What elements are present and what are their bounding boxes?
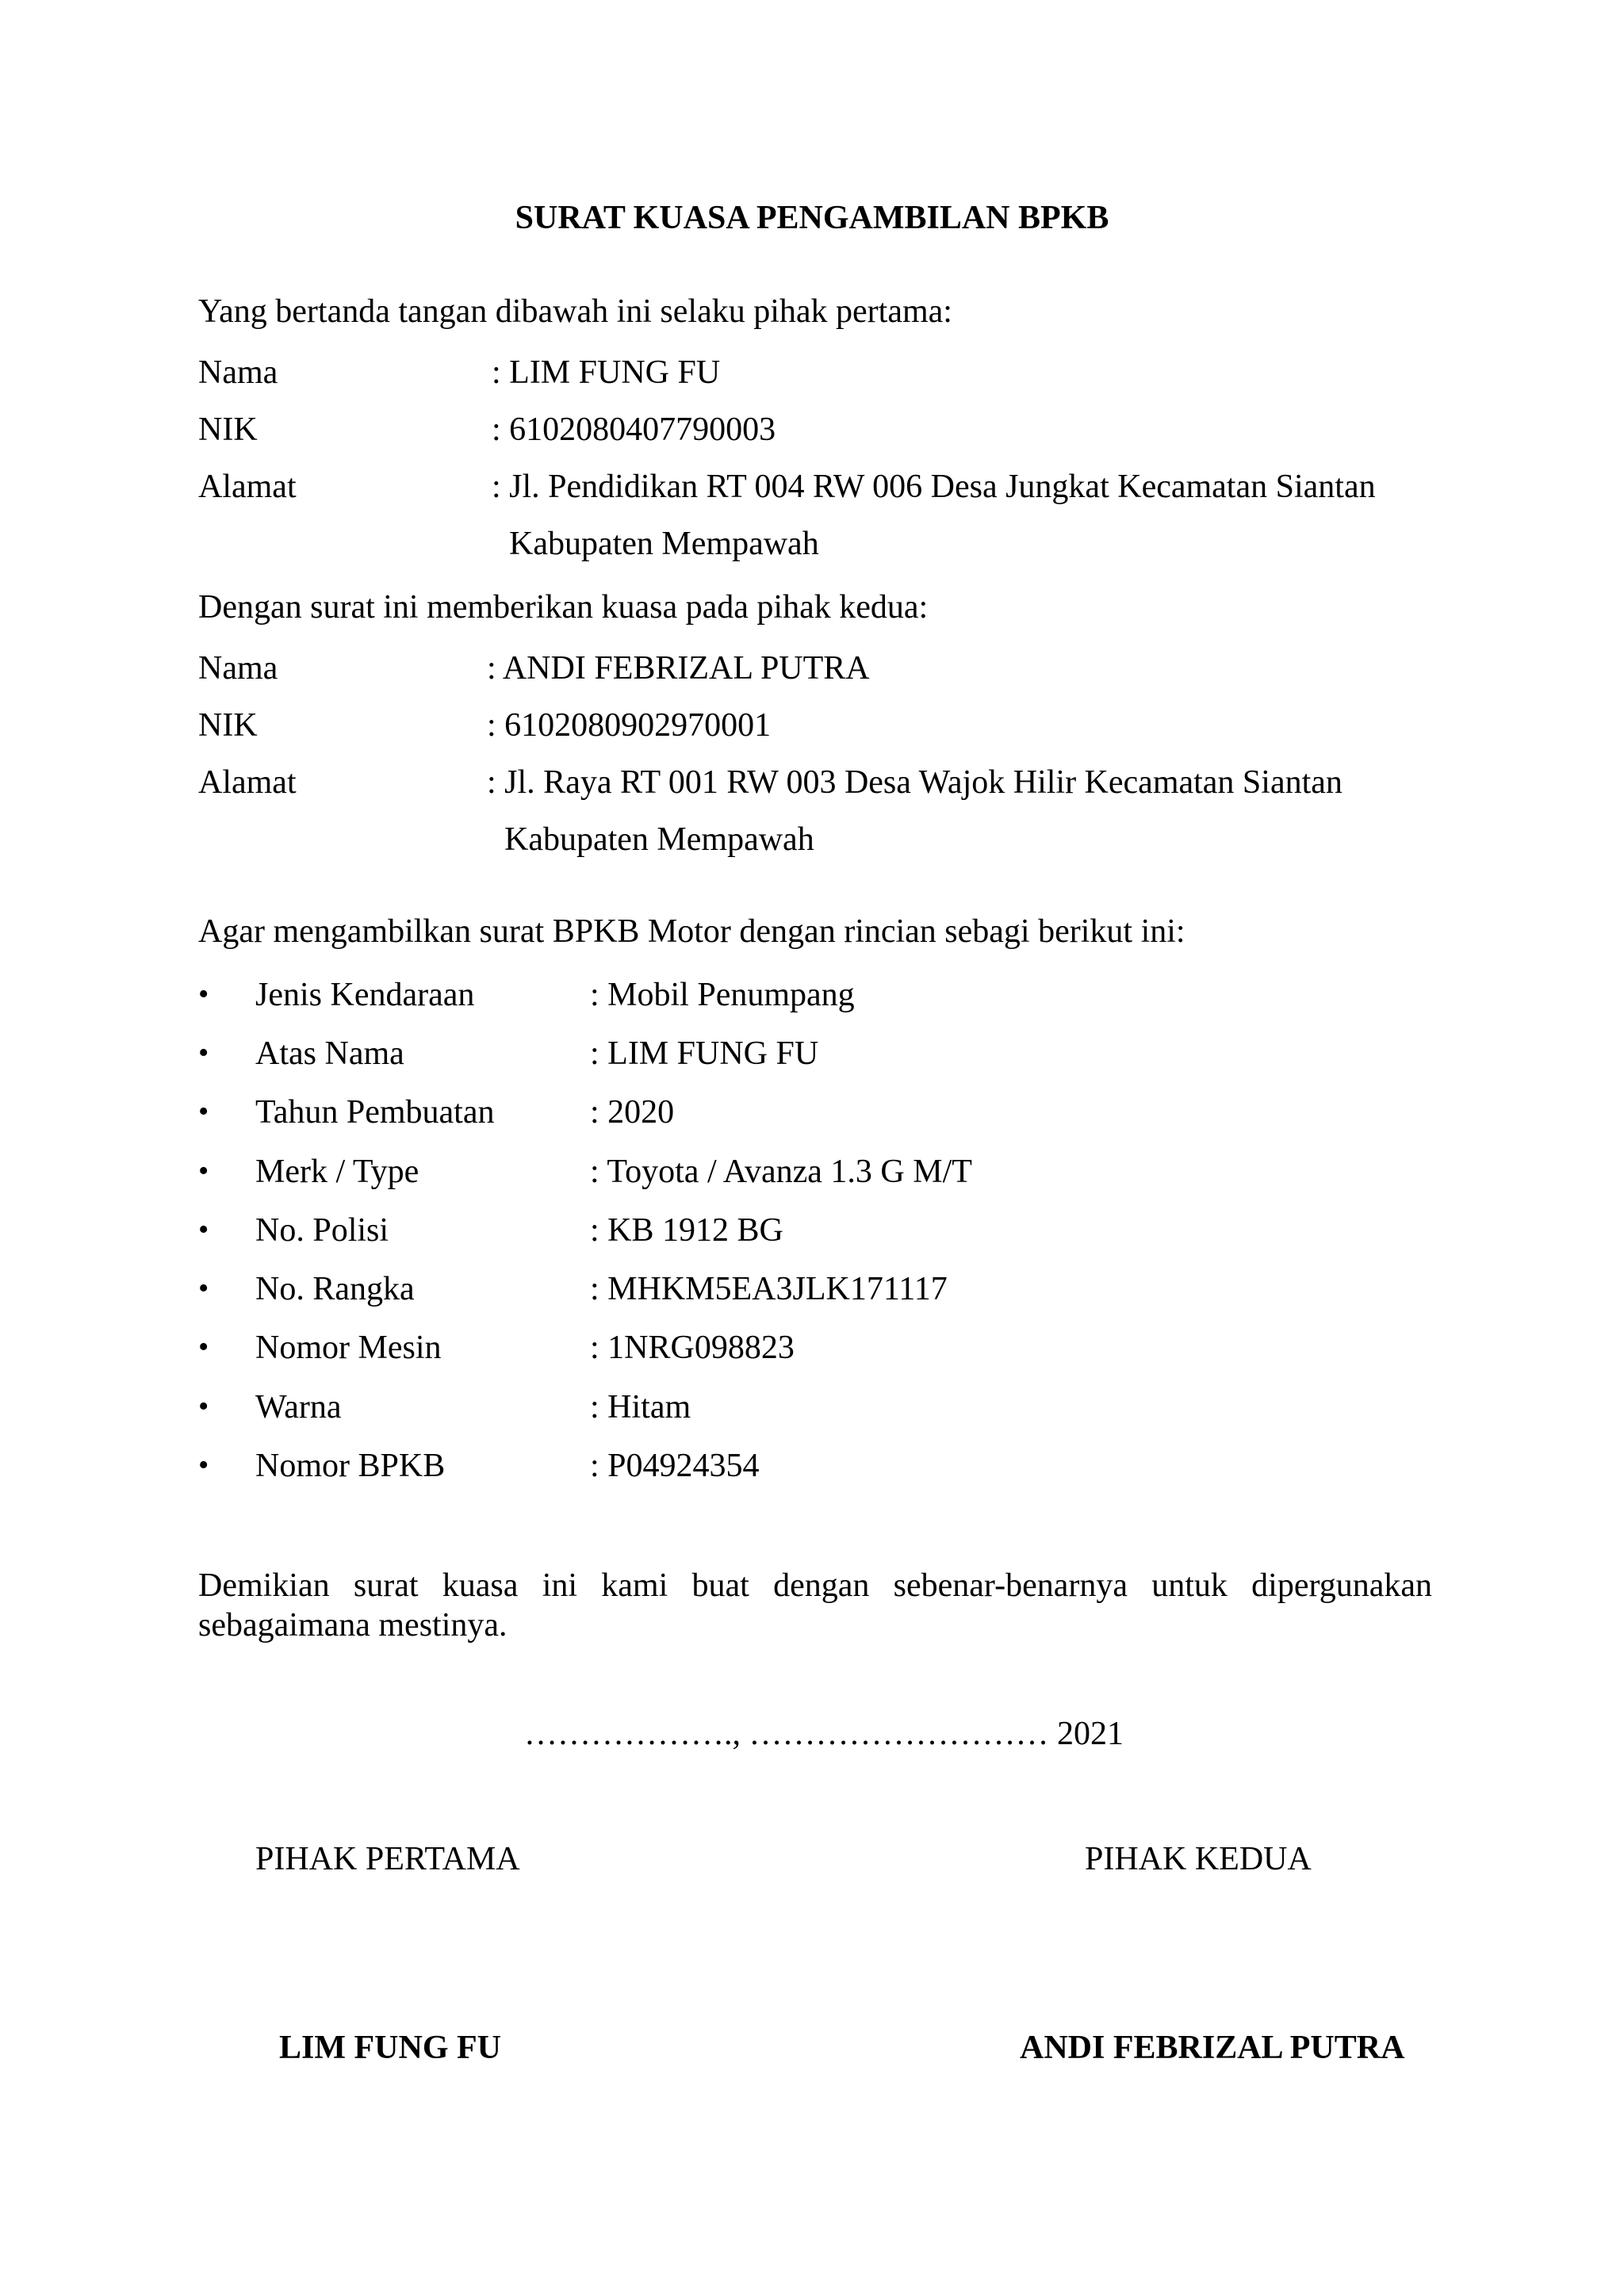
detail-label: Atas Nama [255,1035,404,1072]
first-party-address-label: Alamat [198,469,297,505]
second-party-address-value: : Jl. Raya RT 001 RW 003 Desa Wajok Hilir Kecamatan Siantan [487,764,1342,801]
bullet-icon: • [198,978,209,1011]
second-party-signature-name: ANDI FEBRIZAL PUTRA [1020,2030,1405,2066]
detail-value: : 2020 [590,1094,675,1131]
bullet-icon: • [198,1036,209,1070]
details-intro: Agar mengambilkan surat BPKB Motor dengan rincian sebagi berikut ini: [198,913,1185,950]
detail-value: : LIM FUNG FU [590,1035,819,1072]
detail-label: No. Rangka [255,1271,415,1307]
first-party-intro: Yang bertanda tangan dibawah ini selaku pihak pertama: [198,293,952,330]
detail-value: : 1NRG098823 [590,1330,795,1366]
detail-value: : MHKM5EA3JLK171117 [590,1271,948,1307]
first-party-nik-value: : 6102080407790003 [492,411,776,448]
bullet-icon: • [198,1448,209,1482]
first-party-address-value: : Jl. Pendidikan RT 004 RW 006 Desa Jungkat Kecamatan Siantan [492,469,1376,505]
closing-paragraph: Demikian surat kuasa ini kami buat dengan sebenar-benarnya untuk dipergunakan sebagaimana mestinya. [198,1567,1432,1644]
bullet-icon: • [198,1330,209,1364]
first-party-name-value: : LIM FUNG FU [492,354,721,391]
bullet-icon: • [198,1390,209,1423]
second-party-name-label: Nama [198,650,278,687]
detail-label: Warna [255,1389,342,1425]
second-party-intro: Dengan surat ini memberikan kuasa pada pihak kedua: [198,589,929,626]
detail-value: : P04924354 [590,1448,760,1484]
detail-value: : KB 1912 BG [590,1212,783,1249]
bullet-icon: • [198,1213,209,1246]
detail-label: No. Polisi [255,1212,389,1249]
second-party-nik-label: NIK [198,707,258,744]
second-party-signature-heading: PIHAK KEDUA [1085,1841,1312,1877]
detail-label: Tahun Pembuatan [255,1094,495,1131]
first-party-address-continuation: Kabupaten Mempawah [509,526,819,562]
detail-label: Nomor Mesin [255,1330,442,1366]
first-party-signature-name: LIM FUNG FU [279,2030,501,2066]
document-title: SURAT KUASA PENGAMBILAN BPKB [515,200,1109,236]
first-party-signature-heading: PIHAK PERTAMA [255,1841,520,1877]
first-party-nik-label: NIK [198,411,258,448]
detail-label: Merk / Type [255,1154,419,1190]
detail-label: Nomor BPKB [255,1448,446,1484]
bullet-icon: • [198,1272,209,1305]
date-line: ………………., ……………………… 2021 [524,1716,1124,1752]
bullet-icon: • [198,1095,209,1128]
detail-value: : Toyota / Avanza 1.3 G M/T [590,1154,972,1190]
second-party-nik-value: : 6102080902970001 [487,707,772,744]
detail-label: Jenis Kendaraan [255,977,475,1013]
first-party-name-label: Nama [198,354,278,391]
second-party-address-label: Alamat [198,764,297,801]
bullet-icon: • [198,1154,209,1188]
detail-value: : Hitam [590,1389,691,1425]
second-party-address-continuation: Kabupaten Mempawah [504,821,814,858]
second-party-name-value: : ANDI FEBRIZAL PUTRA [487,650,870,687]
detail-value: : Mobil Penumpang [590,977,855,1013]
